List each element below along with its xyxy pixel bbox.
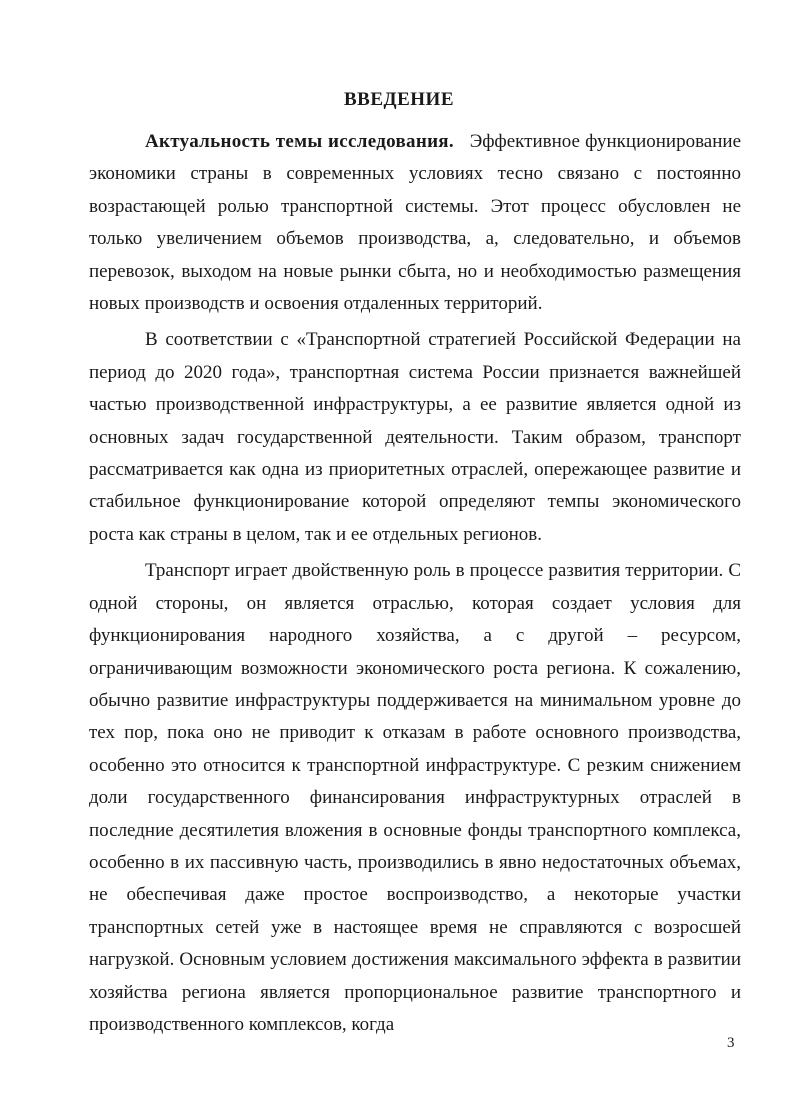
paragraph-transport-role: Транспорт играет двойственную роль в процессе развития территории. С одной стороны, он является отраслью, которая создает условия для функционирования народного хозяйства, а с другой – ресурсом, ограничивающим возможности экономического роста региона. К сожалению, обычно развитие инфраструктуры поддерживается на минимальном уровне до тех пор, пока оно не приводит к отказам в работе основного производства, особенно это относится к транспортной инфраструктуре. С резким снижением доли государственного финансирования инфраструктурных отраслей в последние десятилетия вложения в основные фонды транспортного комплекса, особенно в их пассивную часть, производились в явно недостаточных объемах, не обеспечивая даже простое воспроизводство, а некоторые участки транспортных сетей уже в настоящее время не справляются с возросшей нагрузкой. Основным условием достижения максимального эффекта в развитии хозяйства региона является пропорциональное развитие транспортного и производственного комплексов, когда — [89, 560, 741, 1035]
page-number: 3 — [727, 1035, 735, 1051]
paragraph-lead: Актуальность темы исследования. — [145, 131, 454, 152]
paragraph-relevance — [89, 126, 741, 320]
paragraph-strategy: В соответствии с «Транспортной стратегией Российской Федерации на период до 2020 года», транспортная система России признается важнейшей частью производственной инфраструктуры, а ее развитие является одной из основных задач государственной деятельности. Таким образом, транспорт рассматривается как одна из приоритетных отраслей, опережающее развитие и стабильное функционирование которой определяют темпы экономического роста как страны в целом, так и ее отдельных регионов. — [89, 329, 741, 545]
body-text — [89, 126, 741, 1041]
paragraph-text: Эффективное функционирование экономики страны в современных условиях тесно связано с постоянно возрастающей ролью транспортной системы. Этот процесс обусловлен не только увеличением объемов производства, а, следовательно, и объемов перевозок, выходом на новые рынки сбыта, но и необходимостью размещения новых производств и освоения отдаленных территорий. — [89, 131, 742, 315]
page-heading: ВВЕДЕНИЕ — [344, 89, 454, 110]
